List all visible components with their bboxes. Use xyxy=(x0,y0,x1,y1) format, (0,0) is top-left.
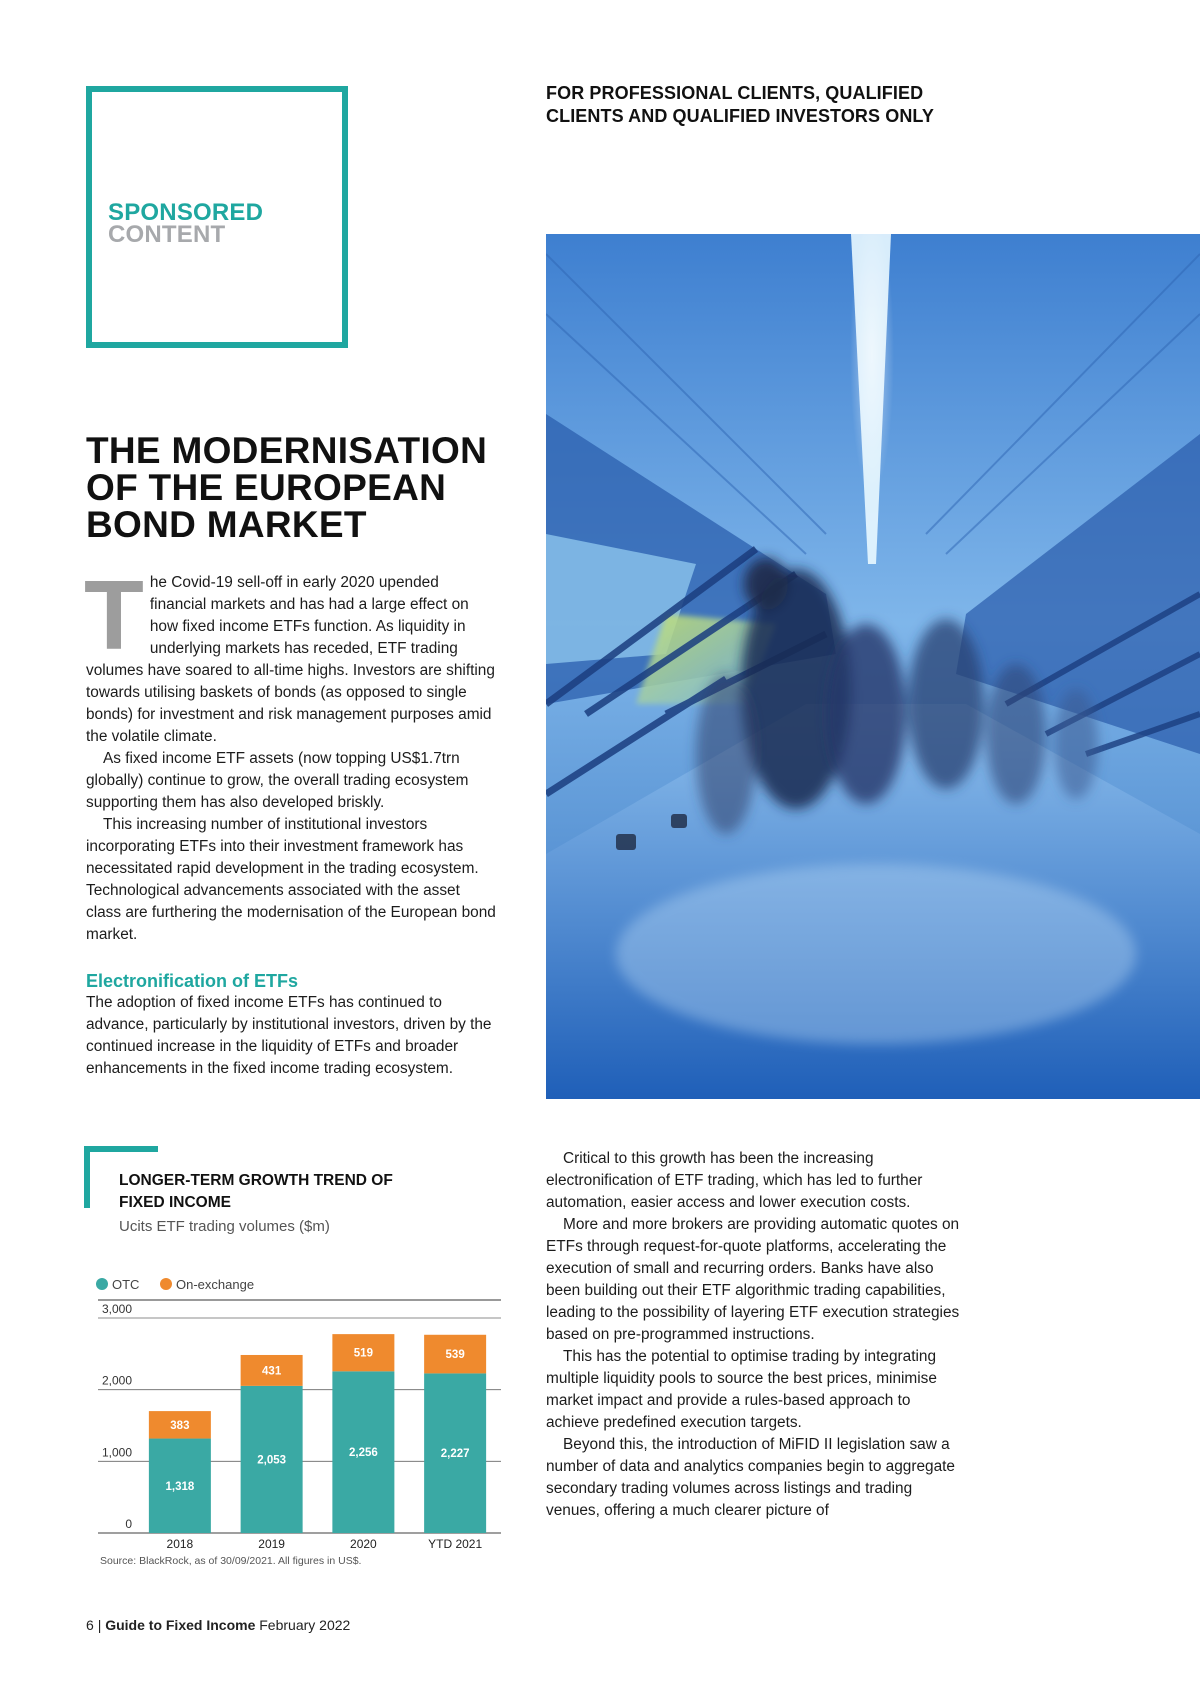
chart-title: LONGER-TERM GROWTH TREND OF FIXED INCOME xyxy=(119,1172,393,1211)
y-tick-label: 1,000 xyxy=(101,1445,132,1460)
stacked-bar-chart xyxy=(86,1268,506,1550)
bar-value-label: 1,318 xyxy=(165,1480,195,1493)
sponsored-content-box xyxy=(86,86,348,348)
publication-name: Guide to Fixed Income xyxy=(105,1617,256,1633)
x-category-label: 2020 xyxy=(350,1537,377,1550)
article-headline: THE MODERNISATION OF THE EUROPEAN BOND MARKET xyxy=(86,430,488,545)
x-category-label: 2018 xyxy=(166,1537,194,1550)
content-label: CONTENT xyxy=(108,221,226,248)
paragraph-2: As fixed income ETF assets (now topping US$1.7trn globally) continue to grow, the overall trading ecosystem supporting them has also developed briskly. xyxy=(86,750,469,811)
legend-label: OTC xyxy=(112,1277,140,1292)
bar-value-label: 2,227 xyxy=(440,1448,470,1461)
drop-cap: T xyxy=(84,560,144,670)
paragraph-5: Critical to this growth has been the increasing electronification of ETF trading, which has led to further automation, easier access and lower execution costs. xyxy=(546,1150,923,1211)
issue-date: February 2022 xyxy=(259,1617,351,1633)
legend-label: On-exchange xyxy=(176,1277,255,1292)
page-footer xyxy=(86,1617,350,1633)
chart-bracket-accent xyxy=(84,1146,90,1208)
x-category-label: 2019 xyxy=(258,1537,285,1550)
section-subhead: Electronification of ETFs xyxy=(86,971,299,991)
paragraph-3: This increasing number of institutional investors incorporating ETFs into their investment framework has necessitated rapid development in the trading ecosystem. Technological advancements associated with the asset class are furthering the modernisation of the European bond market. xyxy=(86,816,496,943)
y-tick-label: 3,000 xyxy=(101,1302,132,1316)
paragraph-4: The adoption of fixed income ETFs has continued to advance, particularly by institutional investors, driven by the continued increase in the liquidity of ETFs and broader enhancements in the fixed income trading ecosystem. xyxy=(86,994,492,1077)
footer-separator: | xyxy=(97,1617,102,1633)
article-right-column xyxy=(546,1148,966,1522)
paragraph-6: More and more brokers are providing automatic quotes on ETFs through request-for-quote platforms, accelerating the execution of small and recurring orders. Banks have also been building out their ETF algorithmic trading capabilities, leading to the possibility of layering ETF execution strategies based on pre-programmed instructions. xyxy=(546,1216,960,1343)
chart-bracket-accent-top xyxy=(84,1146,158,1152)
bar-value-label: 519 xyxy=(353,1347,373,1360)
bar-value-label: 383 xyxy=(170,1419,190,1432)
bar-value-label: 431 xyxy=(262,1365,282,1378)
paragraph-8: Beyond this, the introduction of MiFID II legislation saw a number of data and analytics companies begin to aggregate secondary trading volumes across listings and trading venues, offering a much clearer picture of xyxy=(546,1436,955,1519)
article-left-column xyxy=(84,560,496,1080)
walkway-photo xyxy=(546,234,1200,1099)
bar-value-label: 539 xyxy=(445,1349,465,1362)
paragraph-1-text: he Covid-19 sell-off in early 2020 upended financial markets and has had a large effect on how fixed income ETFs function. As liquidity in underlying markets has receded, ETF trading volumes have soared to all-time highs. Investors are shifting towards utilising baskets of bonds (as opposed to single bonds) for investment and risk management purposes amid the volatile climate. xyxy=(86,574,495,745)
intro-paragraph xyxy=(84,560,496,748)
professional-clients-notice: FOR PROFESSIONAL CLIENTS, QUALIFIED CLIENTS AND QUALIFIED INVESTORS ONLY xyxy=(546,83,934,126)
y-tick-label: 0 xyxy=(125,1517,132,1531)
legend-swatch-otc xyxy=(96,1278,108,1290)
chart-subtitle: Ucits ETF trading volumes ($m) xyxy=(119,1218,330,1235)
sponsored-label: SPONSORED xyxy=(108,199,264,226)
bar-value-label: 2,053 xyxy=(257,1454,287,1467)
chart-source: Source: BlackRock, as of 30/09/2021. All figures in US$. xyxy=(100,1555,362,1567)
y-tick-label: 2,000 xyxy=(101,1373,132,1388)
page-number: 6 xyxy=(86,1617,94,1633)
x-category-label: YTD 2021 xyxy=(428,1537,483,1550)
paragraph-7: This has the potential to optimise trading by integrating multiple liquidity pools to source the best prices, minimise market impact and provide a rules-based approach to achieve predefined execution targets. xyxy=(546,1348,937,1431)
legend-swatch-on-exchange xyxy=(160,1278,172,1290)
bar-value-label: 2,256 xyxy=(348,1447,378,1460)
